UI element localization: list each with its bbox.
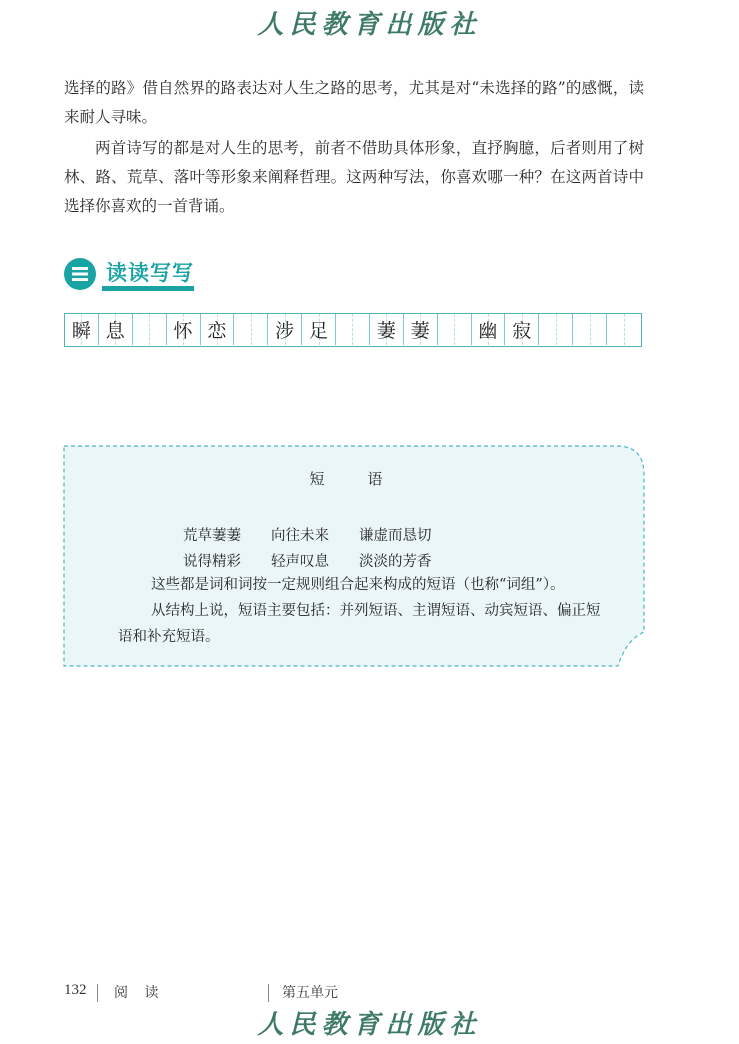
grid-cell (99, 314, 133, 345)
section-underline (102, 286, 194, 291)
grid-cell (370, 314, 404, 345)
info-box-title: 短 语 (309, 470, 397, 488)
grid-cell (472, 314, 506, 345)
footer-divider (268, 984, 269, 1002)
phrase: 轻声叹息 (271, 554, 329, 570)
grid-cell (167, 314, 201, 345)
grid-cell (268, 314, 302, 345)
phrase: 谦虚而恳切 (359, 528, 432, 544)
circled-number-three-icon (64, 258, 96, 290)
grid-cell (573, 314, 607, 345)
footer-unit-name: 第五单元 (282, 985, 338, 1001)
grid-cell (404, 314, 438, 345)
info-text-2: 从结构上说，短语主要包括：并列短语、主谓短语、动宾短语、偏正短语和补充短语。 (118, 603, 601, 645)
grid-char: 萋 (376, 320, 396, 342)
paragraph-2: 两首诗写的都是对人生的思考，前者不借助具体形象，直抒胸臆，后者则用了树林、路、荒草、落叶等形象来阐释哲理。这两种写法，你喜欢哪一种？在这两首诗中选择你喜欢的一首背诵。 (64, 139, 644, 215)
grid-cell (539, 314, 573, 345)
grid-char: 萋 (410, 320, 430, 342)
grid-char: 幽 (478, 320, 498, 342)
publisher-watermark-bottom: 人民教育出版社 (257, 1010, 482, 1040)
grid-cell (302, 314, 336, 345)
section-title: 读读写写 (106, 261, 194, 285)
page-number: 132 (64, 982, 87, 998)
footer-divider (97, 984, 98, 1002)
grid-cell (234, 314, 268, 345)
grid-char: 足 (309, 320, 329, 342)
grid-cell (133, 314, 167, 345)
footer-section-name: 阅 读 (114, 985, 165, 1001)
grid-cell (505, 314, 539, 345)
phrase: 说得精彩 (183, 554, 241, 570)
grid-char: 恋 (207, 320, 227, 342)
grid-char: 息 (105, 320, 125, 342)
phrase-row-2 (183, 550, 459, 571)
section-header (64, 256, 204, 296)
grid-char: 怀 (173, 320, 193, 342)
grid-cell (607, 314, 641, 345)
phrase: 淡淡的芳香 (359, 554, 432, 570)
phrase: 荒草萋萋 (183, 528, 241, 544)
grid-cell (336, 314, 370, 345)
writing-grid (64, 313, 642, 347)
paragraph-1: 选择的路》借自然界的路表达对人生之路的思考，尤其是对“未选择的路”的感慨，读来耐人寻味。 (64, 79, 644, 126)
publisher-watermark-top: 人民教育出版社 (257, 10, 482, 40)
info-text-1: 这些都是词和词按一定规则组合起来构成的短语（也称“词组”）。 (151, 577, 565, 593)
grid-char: 涉 (275, 320, 295, 342)
phrase: 向往未来 (271, 528, 329, 544)
phrase-info-box (60, 444, 646, 668)
phrase-row-1 (183, 524, 459, 545)
grid-char: 寂 (512, 320, 532, 342)
grid-char: 瞬 (71, 320, 91, 342)
grid-cell (65, 314, 99, 345)
grid-cell (438, 314, 472, 345)
grid-cell (201, 314, 235, 345)
